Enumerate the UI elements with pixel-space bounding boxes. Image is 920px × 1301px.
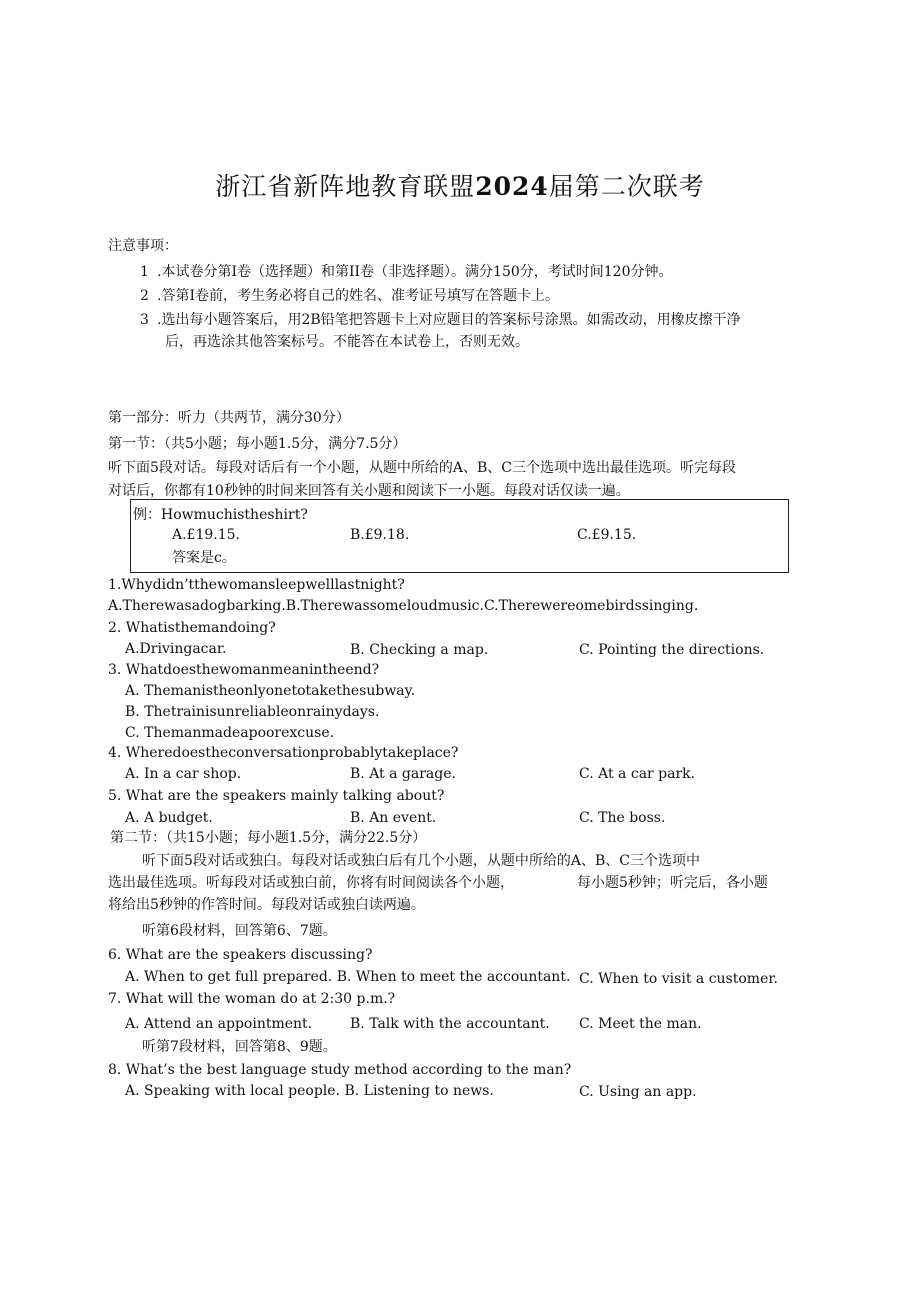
question-5-option-a: A. A budget. [125, 810, 213, 826]
question-8-options-ab: A. Speaking with local people. B. Listening to news. [125, 1083, 494, 1099]
question-8-option-c: C. Using an app. [579, 1084, 697, 1100]
question-2-option-b: B. Checking a map. [350, 642, 489, 658]
question-5-option-c: C. The boss. [579, 810, 666, 826]
section1-instr-1: 听下面5段对话。每段对话后有一个小题，从题中所给的A、B、C三个选项中选出最佳选项。听完每段 [108, 460, 737, 476]
example-option-a: A.£19.15. [172, 527, 240, 543]
notice-num-2: 2 [140, 288, 149, 304]
section2-instr-3: 将给出5秒钟的作答时间。每段对话或独白读两遍。 [108, 897, 425, 913]
notice-item-3: .选出每小题答案后，用2B铅笔把答题卡上对应题目的答案标号涂黑。如需改动，用橡皮擦干净 [157, 312, 741, 328]
question-4-option-a: A. In a car shop. [125, 766, 242, 782]
question-4-option-c: C. At a car park. [579, 766, 696, 782]
question-2-option-c: C. Pointing the directions. [579, 642, 765, 658]
question-5-option-b: B. An event. [350, 810, 437, 826]
question-6: 6. What are the speakers discussing? [108, 947, 373, 963]
example-option-b: B.£9.18. [350, 527, 410, 543]
notice-num-1: 1 [140, 264, 149, 280]
question-7: 7. What will the woman do at 2:30 p.m.? [108, 991, 396, 1007]
section2-instr-2a: 选出最佳选项。听每段对话或独白前，你将有时间阅读各个小题， [108, 875, 514, 891]
exam-title-prefix: 浙江省新阵地教育联盟 [215, 172, 476, 201]
notice-heading: 注意事项： [108, 238, 178, 254]
question-3: 3. Whatdoesthewomanmeanintheend? [108, 662, 380, 678]
question-3-option-c: C. Themanmadeapoorexcuse. [125, 725, 335, 741]
question-1-options: A.Therewasadogbarking.B.Therewassomeloudmusic.C.Therewereomebirdssinging. [108, 598, 699, 614]
example-question: 例：Howmuchistheshirt? [133, 507, 308, 523]
question-2: 2. Whatisthemandoing? [108, 620, 276, 636]
section1-heading: 第一节：（共5小题；每小题1.5分，满分7.5分） [108, 436, 407, 452]
example-answer: 答案是c。 [172, 550, 236, 566]
example-option-c: C.£9.15. [577, 527, 637, 543]
notice-item-3-cont: 后，再选涂其他答案标号。不能答在本试卷上，否则无效。 [165, 334, 529, 350]
exam-title-suffix: 届第二次联考 [548, 172, 705, 201]
section1-instr-2: 对话后，你都有10秒钟的时间来回答有关小题和阅读下一小题。每段对话仅读一遍。 [108, 483, 630, 499]
exam-title-year: 2024 [475, 172, 549, 201]
section2-instr-2b: 每小题5秒钟；听完后，各小题 [577, 875, 768, 891]
question-3-option-b: B. Thetrainisunreliableonrainydays. [125, 704, 380, 720]
question-1: 1.Whydidn’tthewomansleepwelllastnight? [108, 577, 405, 593]
material-6-note: 听第6段材料，回答第6、7题。 [142, 923, 337, 939]
exam-title [0, 170, 920, 204]
section2-instr-1: 听下面5段对话或独白。每段对话或独白后有几个小题，从题中所给的A、B、C三个选项中 [142, 853, 701, 869]
question-7-option-a: A. Attend an appointment. [125, 1016, 313, 1032]
notice-item-1: .本试卷分第I卷（选择题）和第II卷（非选择题）。满分150分，考试时间120分钟。 [157, 264, 673, 280]
question-8: 8. What’s the best language study method according to the man? [108, 1062, 572, 1078]
question-5: 5. What are the speakers mainly talking about? [108, 788, 445, 804]
question-3-option-a: A. Themanistheonlyonetotakethesubway. [125, 683, 416, 699]
question-6-options-ab: A. When to get full prepared. B. When to meet the accountant. [125, 969, 571, 985]
material-7-note: 听第7段材料，回答第8、9题。 [142, 1039, 337, 1055]
question-4-option-b: B. At a garage. [350, 766, 456, 782]
notice-num-3: 3 [140, 312, 149, 328]
question-7-option-c: C. Meet the man. [579, 1016, 702, 1032]
question-6-option-c: C. When to visit a customer. [579, 971, 778, 987]
question-4: 4. Wheredoestheconversationprobablytakeplace? [108, 745, 459, 761]
question-7-option-b: B. Talk with the accountant. [350, 1016, 550, 1032]
question-2-option-a: A.Drivingacar. [125, 641, 227, 657]
section2-heading: 第二节：（共15小题；每小题1.5分，满分22.5分） [110, 830, 427, 846]
notice-item-2: .答第I卷前，考生务必将自己的姓名、准考证号填写在答题卡上。 [157, 288, 559, 304]
part1-heading: 第一部分：听力（共两节，满分30分） [108, 410, 350, 426]
